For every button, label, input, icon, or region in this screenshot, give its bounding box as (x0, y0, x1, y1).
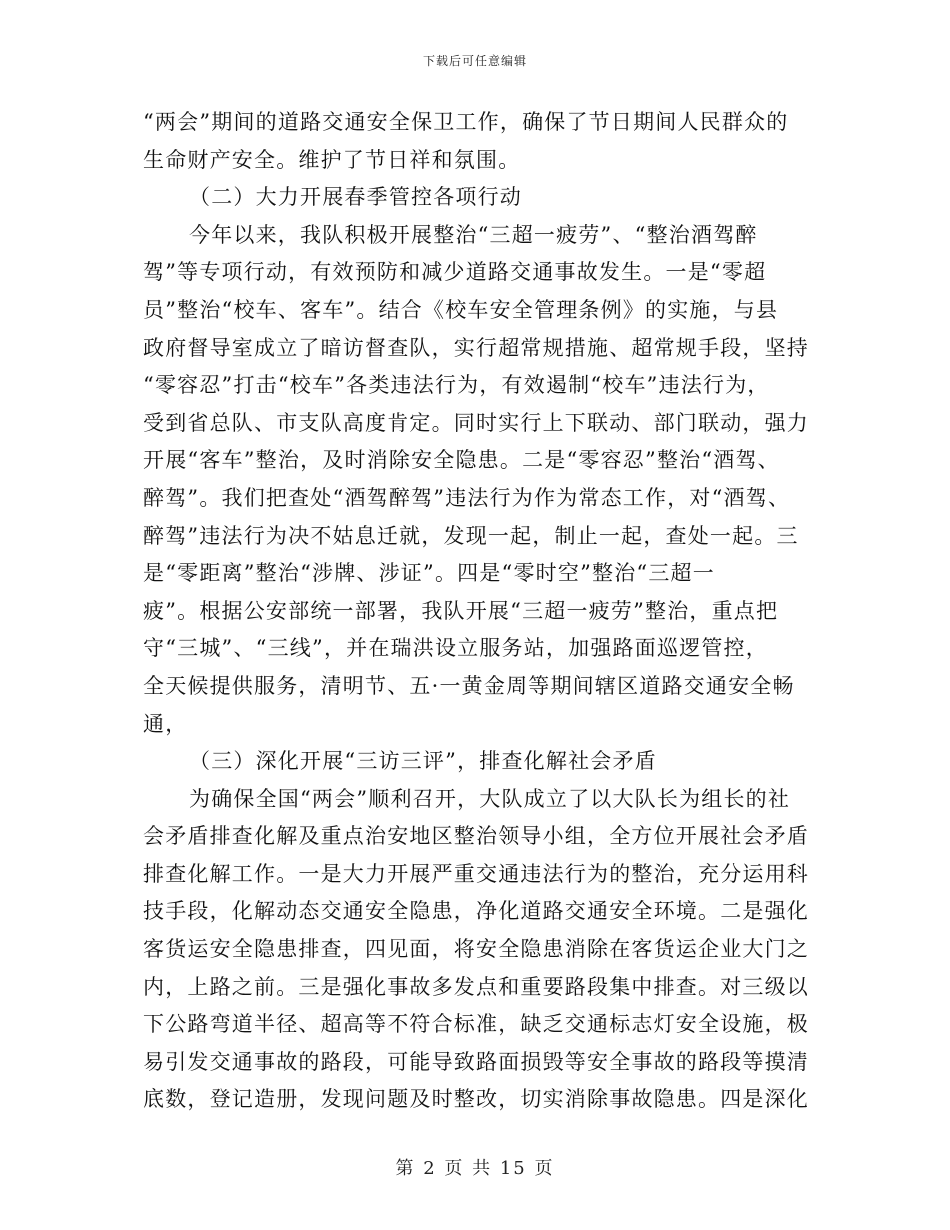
text-line: 技手段，化解动态交通安全隐患，净化道路交通安全环境。二是强化 (143, 899, 809, 924)
text-line: 疲”。根据公安部统一部署，我队开展“三超一疲劳”整治，重点把 (143, 598, 779, 623)
text-line: 客货运安全隐患排查，四见面，将安全隐患消除在客货运企业大门之 (143, 937, 809, 962)
text-line: 会矛盾排查化解及重点治安地区整治领导小组，全方位开展社会矛盾 (143, 824, 809, 849)
text-line: “两会”期间的道路交通安全保卫工作，确保了节日期间人民群众的 (143, 110, 789, 134)
text-line: 生命财产安全。维护了节日祥和氛围。 (143, 147, 521, 172)
text-line: 开展“客车”整治，及时消除安全隐患。二是“零容忍”整治“酒驾、 (143, 448, 780, 473)
text-line: 守“三城”、“三线”，并在瑞洪设立服务站，加强路面巡逻管控， (143, 636, 768, 661)
text-line: 政府督导室成立了暗访督查队，实行超常规措施、超常规手段，坚持 (143, 335, 809, 360)
body-text (143, 104, 808, 1119)
text-line: 醉驾”。我们把查处“酒驾醉驾”违法行为作为常态工作，对“酒驾、 (143, 485, 791, 510)
page-footer: 第 2 页 共 15 页 (395, 1158, 555, 1179)
text-line: “零容忍”打击“校车”各类违法行为，有效遏制“校车”违法行为， (143, 373, 770, 398)
text-line: 为确保全国“两会”顺利召开，大队成立了以大队长为组长的社 (189, 786, 791, 811)
text-line: 驾”等专项行动，有效预防和减少道路交通事故发生。一是“零超 (143, 260, 767, 285)
text-line: 醉驾”违法行为决不姑息迁就，发现一起，制止一起，查处一起。三 (143, 523, 799, 548)
text-line: 通， (143, 711, 188, 736)
text-line: 受到省总队、市支队高度肯定。同时实行上下联动、部门联动，强力 (143, 410, 809, 435)
text-line: 内，上路之前。三是强化事故多发点和重要路段集中排查。对三级以 (143, 974, 809, 999)
text-line: 易引发交通事故的路段，可能导致路面损毁等安全事故的路段等摸清 (143, 1049, 809, 1074)
text-line: （三）深化开展“三访三评”，排查化解社会矛盾 (189, 749, 657, 774)
text-line: 今年以来，我队积极开展整治“三超一疲劳”、“整治酒驾醉 (189, 222, 758, 247)
text-line: 员”整治“校车、客车”。结合《校车安全管理条例》的实施，与县 (143, 297, 779, 322)
text-line: 排查化解工作。一是大力开展严重交通违法行为的整治，充分运用科 (143, 861, 809, 886)
text-line: 是“零距离”整治“涉牌、涉证”。四是“零时空”整治“三超一 (143, 561, 715, 586)
text-line: 全天候提供服务，清明节、五·一黄金周等期间辖区道路交通安全畅 (143, 673, 795, 698)
text-line: 底数，登记造册，发现问题及时整改，切实消除事故隐患。四是深化 (143, 1087, 809, 1112)
text-line: （二）大力开展春季管控各项行动 (189, 185, 522, 210)
document-body (143, 104, 808, 1119)
text-line: 下公路弯道半径、超高等不符合标准，缺乏交通标志灯安全设施，极 (143, 1012, 809, 1037)
page-header: 下载后可任意编辑 (422, 54, 527, 68)
